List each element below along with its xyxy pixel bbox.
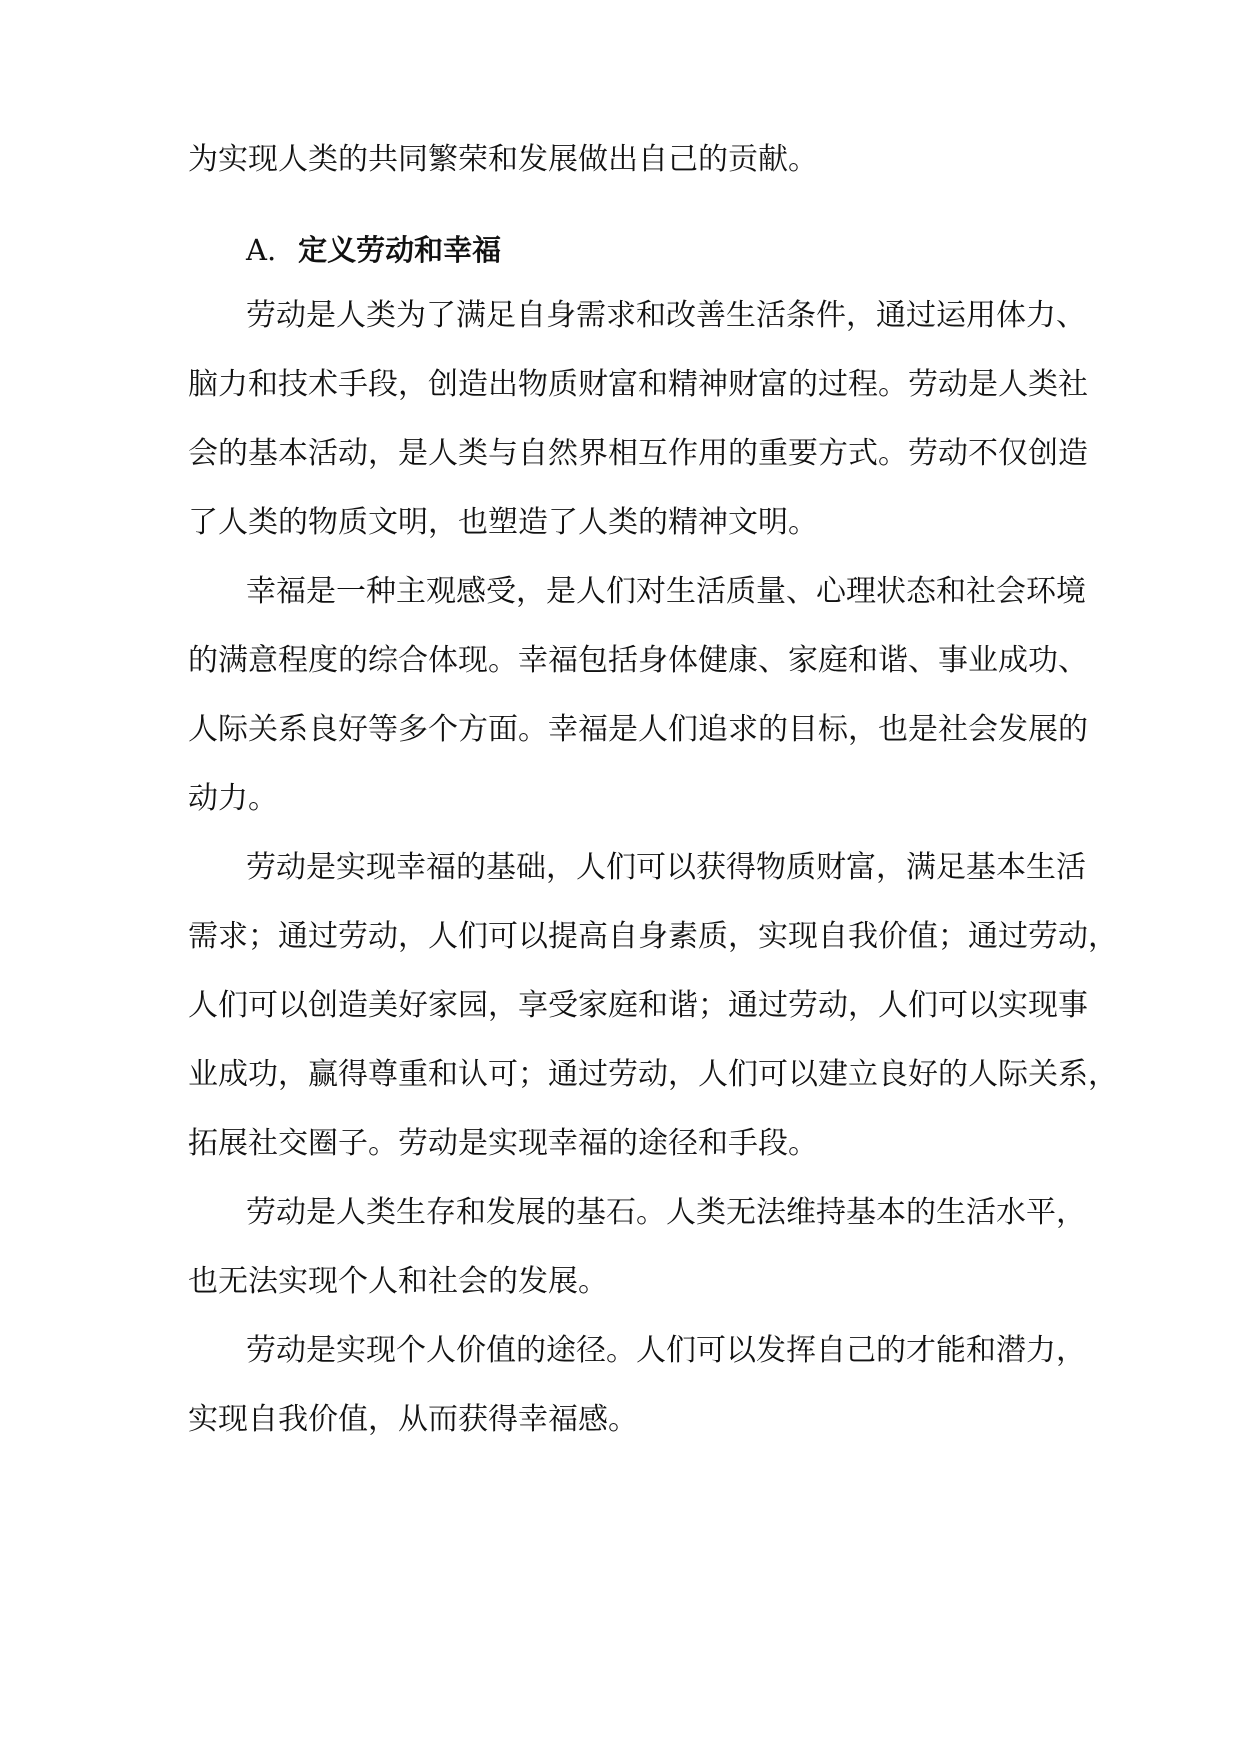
section-heading xyxy=(246,230,501,270)
text-line: 了人类的物质文明，也塑造了人类的精神文明。 xyxy=(188,505,818,540)
text-line: 人们可以创造美好家园，享受家庭和谐；通过劳动，人们可以实现事 xyxy=(188,988,1088,1023)
section-title: 定义劳动和幸福 xyxy=(298,233,502,267)
text-line: 业成功，赢得尊重和认可；通过劳动，人们可以建立良好的人际关系， xyxy=(188,1057,1118,1092)
text-line: 为实现人类的共同繁荣和发展做出自己的贡献。 xyxy=(188,142,818,177)
section-marker: A. xyxy=(246,233,277,267)
text-line: 实现自我价值，从而获得幸福感。 xyxy=(188,1402,638,1437)
text-line: 会的基本活动，是人类与自然界相互作用的重要方式。劳动不仅创造 xyxy=(188,436,1088,471)
text-line: 也无法实现个人和社会的发展。 xyxy=(188,1264,608,1299)
text-line: 幸福是一种主观感受，是人们对生活质量、心理状态和社会环境 xyxy=(246,574,1086,609)
text-line: 人际关系良好等多个方面。幸福是人们追求的目标，也是社会发展的 xyxy=(188,712,1088,747)
text-line: 劳动是实现个人价值的途径。人们可以发挥自己的才能和潜力， xyxy=(246,1333,1086,1368)
text-line: 劳动是人类生存和发展的基石。人类无法维持基本的生活水平， xyxy=(246,1195,1086,1230)
text-line: 需求；通过劳动，人们可以提高自身素质，实现自我价值；通过劳动， xyxy=(188,919,1118,954)
text-line: 劳动是实现幸福的基础，人们可以获得物质财富，满足基本生活 xyxy=(246,850,1086,885)
text-line: 的满意程度的综合体现。幸福包括身体健康、家庭和谐、事业成功、 xyxy=(188,643,1088,678)
text-line: 动力。 xyxy=(188,781,278,816)
text-line: 拓展社交圈子。劳动是实现幸福的途径和手段。 xyxy=(188,1126,818,1161)
text-line: 劳动是人类为了满足自身需求和改善生活条件，通过运用体力、 xyxy=(246,298,1086,333)
text-line: 脑力和技术手段，创造出物质财富和精神财富的过程。劳动是人类社 xyxy=(188,367,1088,402)
